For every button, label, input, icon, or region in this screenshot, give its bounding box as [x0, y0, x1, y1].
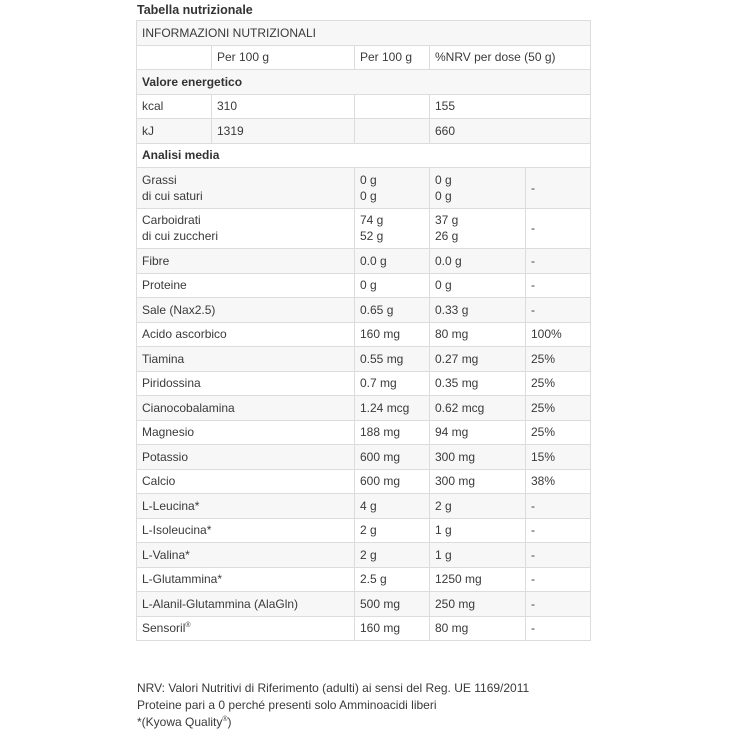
cell-line: di cui zuccheri [142, 229, 219, 244]
value-cell [355, 119, 430, 144]
table-row [137, 543, 591, 568]
value-cell: 660 [430, 119, 591, 144]
nutrient-name: L-Leucina* [142, 498, 200, 513]
value-per-dose: 0.33 g [430, 298, 526, 323]
nutrient-name: Sensoril [142, 621, 186, 636]
value-nrv: 100% [526, 322, 591, 347]
table-row [137, 70, 591, 95]
col-header: Per 100 g [212, 45, 355, 70]
kyowa-note: *(Kyowa Quality®) [137, 715, 232, 729]
value-per100: 2 g [355, 543, 430, 568]
row-label [137, 249, 355, 274]
value-nrv: - [526, 298, 591, 323]
cell-line: 0 g [435, 188, 452, 203]
table-row [137, 208, 591, 249]
info-header: INFORMAZIONI NUTRIZIONALI [137, 21, 591, 46]
table-row [137, 445, 591, 470]
table-row [137, 45, 591, 70]
section-analysis: Analisi media [137, 143, 591, 168]
row-label [137, 518, 355, 543]
value-nrv: - [526, 616, 591, 641]
table-row [137, 94, 591, 119]
row-label: kcal [137, 94, 212, 119]
table-row [137, 592, 591, 617]
value-nrv: - [526, 208, 591, 249]
value-per100: 2 g [355, 518, 430, 543]
value-per-dose: 2 g [430, 494, 526, 519]
value-per100: 0.0 g [355, 249, 430, 274]
value-per-dose: 1 g [430, 543, 526, 568]
section-energy: Valore energetico [137, 70, 591, 95]
table-row [137, 616, 591, 641]
cell-line: Grassi [142, 172, 177, 187]
cell-line: 74 g [360, 213, 384, 228]
row-label [137, 208, 355, 249]
cell-line: di cui saturi [142, 188, 203, 203]
cell-line: Carboidrati [142, 213, 201, 228]
table-row [137, 322, 591, 347]
nutrient-name: Sale (Nax2.5) [142, 302, 216, 317]
nrv-note: NRV: Valori Nutritivi di Riferimento (adulti) ai sensi del Reg. UE 1169/2011 [137, 681, 530, 695]
value-per100: 0.55 mg [355, 347, 430, 372]
value-per-dose: 0.62 mcg [430, 396, 526, 421]
value-per-dose: 80 mg [430, 616, 526, 641]
table-row [137, 518, 591, 543]
value-per100: 2.5 g [355, 567, 430, 592]
protein-note: Proteine pari a 0 perché presenti solo Amminoacidi liberi [137, 698, 437, 712]
table-row [137, 273, 591, 298]
table-row [137, 298, 591, 323]
value-per100: 188 mg [355, 420, 430, 445]
table-row [137, 347, 591, 372]
cell-line: 0 g [435, 172, 452, 187]
value-per-dose [430, 208, 526, 249]
nutrient-name: L-Glutammina* [142, 572, 223, 587]
value-per-dose: 80 mg [430, 322, 526, 347]
row-label [137, 494, 355, 519]
header-empty [137, 45, 212, 70]
value-per100 [355, 208, 430, 249]
value-nrv: 25% [526, 420, 591, 445]
col-header: Per 100 g [355, 45, 430, 70]
value-per100: 0.65 g [355, 298, 430, 323]
value-per100: 0.7 mg [355, 371, 430, 396]
row-label [137, 371, 355, 396]
table-row [137, 168, 591, 209]
value-nrv: 25% [526, 347, 591, 372]
table-row [137, 396, 591, 421]
row-label [137, 469, 355, 494]
row-label [137, 347, 355, 372]
col-header: %NRV per dose (50 g) [430, 45, 591, 70]
cell-line: 52 g [360, 229, 384, 244]
row-label [137, 616, 355, 641]
value-cell: 310 [212, 94, 355, 119]
table-row [137, 469, 591, 494]
value-per-dose: 300 mg [430, 445, 526, 470]
value-per-dose: 300 mg [430, 469, 526, 494]
nutrient-name: Piridossina [142, 376, 201, 391]
value-nrv: - [526, 273, 591, 298]
nutrient-name: Proteine [142, 278, 187, 293]
value-per-dose: 0 g [430, 273, 526, 298]
value-per100: 600 mg [355, 469, 430, 494]
value-nrv: 25% [526, 396, 591, 421]
value-per-dose [430, 168, 526, 209]
table-row [137, 420, 591, 445]
value-per100: 160 mg [355, 322, 430, 347]
value-per-dose: 1 g [430, 518, 526, 543]
row-label [137, 322, 355, 347]
nutrient-name: Potassio [142, 449, 189, 464]
value-per-dose: 1250 mg [430, 567, 526, 592]
value-nrv: 38% [526, 469, 591, 494]
footnotes [137, 680, 529, 731]
table-row [137, 371, 591, 396]
value-nrv: - [526, 567, 591, 592]
value-per100: 500 mg [355, 592, 430, 617]
row-label [137, 420, 355, 445]
row-label [137, 273, 355, 298]
nutrient-name: Tiamina [142, 351, 185, 366]
row-label [137, 445, 355, 470]
value-per-dose: 250 mg [430, 592, 526, 617]
value-cell: 1319 [212, 119, 355, 144]
value-per-dose: 0.27 mg [430, 347, 526, 372]
table-row [137, 567, 591, 592]
nutrient-name: L-Isoleucina* [142, 523, 212, 538]
value-per100: 160 mg [355, 616, 430, 641]
value-nrv: 15% [526, 445, 591, 470]
value-per100 [355, 168, 430, 209]
nutrient-name: Acido ascorbico [142, 327, 227, 342]
row-label [137, 168, 355, 209]
value-nrv: - [526, 518, 591, 543]
value-nrv: 25% [526, 371, 591, 396]
value-per100: 600 mg [355, 445, 430, 470]
value-per-dose: 0.35 mg [430, 371, 526, 396]
nutrition-table [136, 20, 591, 641]
value-per100: 0 g [355, 273, 430, 298]
row-label: kJ [137, 119, 212, 144]
row-label [137, 396, 355, 421]
row-label [137, 298, 355, 323]
value-nrv: - [526, 494, 591, 519]
table-row [137, 21, 591, 46]
row-label [137, 543, 355, 568]
cell-line: 26 g [435, 229, 459, 244]
value-cell: 155 [430, 94, 591, 119]
table-row [137, 119, 591, 144]
registered-mark: ® [185, 622, 191, 630]
row-label [137, 592, 355, 617]
nutrient-name: Fibre [142, 253, 170, 268]
nutrient-name: Cianocobalamina [142, 400, 235, 415]
cell-line: 37 g [435, 213, 459, 228]
nutrient-name: Calcio [142, 474, 176, 489]
cell-line: 0 g [360, 188, 377, 203]
page-title: Tabella nutrizionale [137, 3, 253, 17]
nutrient-name: Magnesio [142, 425, 195, 440]
value-per-dose: 0.0 g [430, 249, 526, 274]
value-nrv: - [526, 249, 591, 274]
table-row [137, 143, 591, 168]
table-row [137, 494, 591, 519]
value-cell [355, 94, 430, 119]
nutrient-name: L-Valina* [142, 547, 190, 562]
value-nrv: - [526, 168, 591, 209]
value-per-dose: 94 mg [430, 420, 526, 445]
table-row [137, 249, 591, 274]
nutrient-name: L-Alanil-Glutammina (AlaGln) [142, 596, 299, 611]
row-label [137, 567, 355, 592]
value-per100: 4 g [355, 494, 430, 519]
value-nrv: - [526, 543, 591, 568]
value-per100: 1.24 mcg [355, 396, 430, 421]
cell-line: 0 g [360, 172, 377, 187]
value-nrv: - [526, 592, 591, 617]
